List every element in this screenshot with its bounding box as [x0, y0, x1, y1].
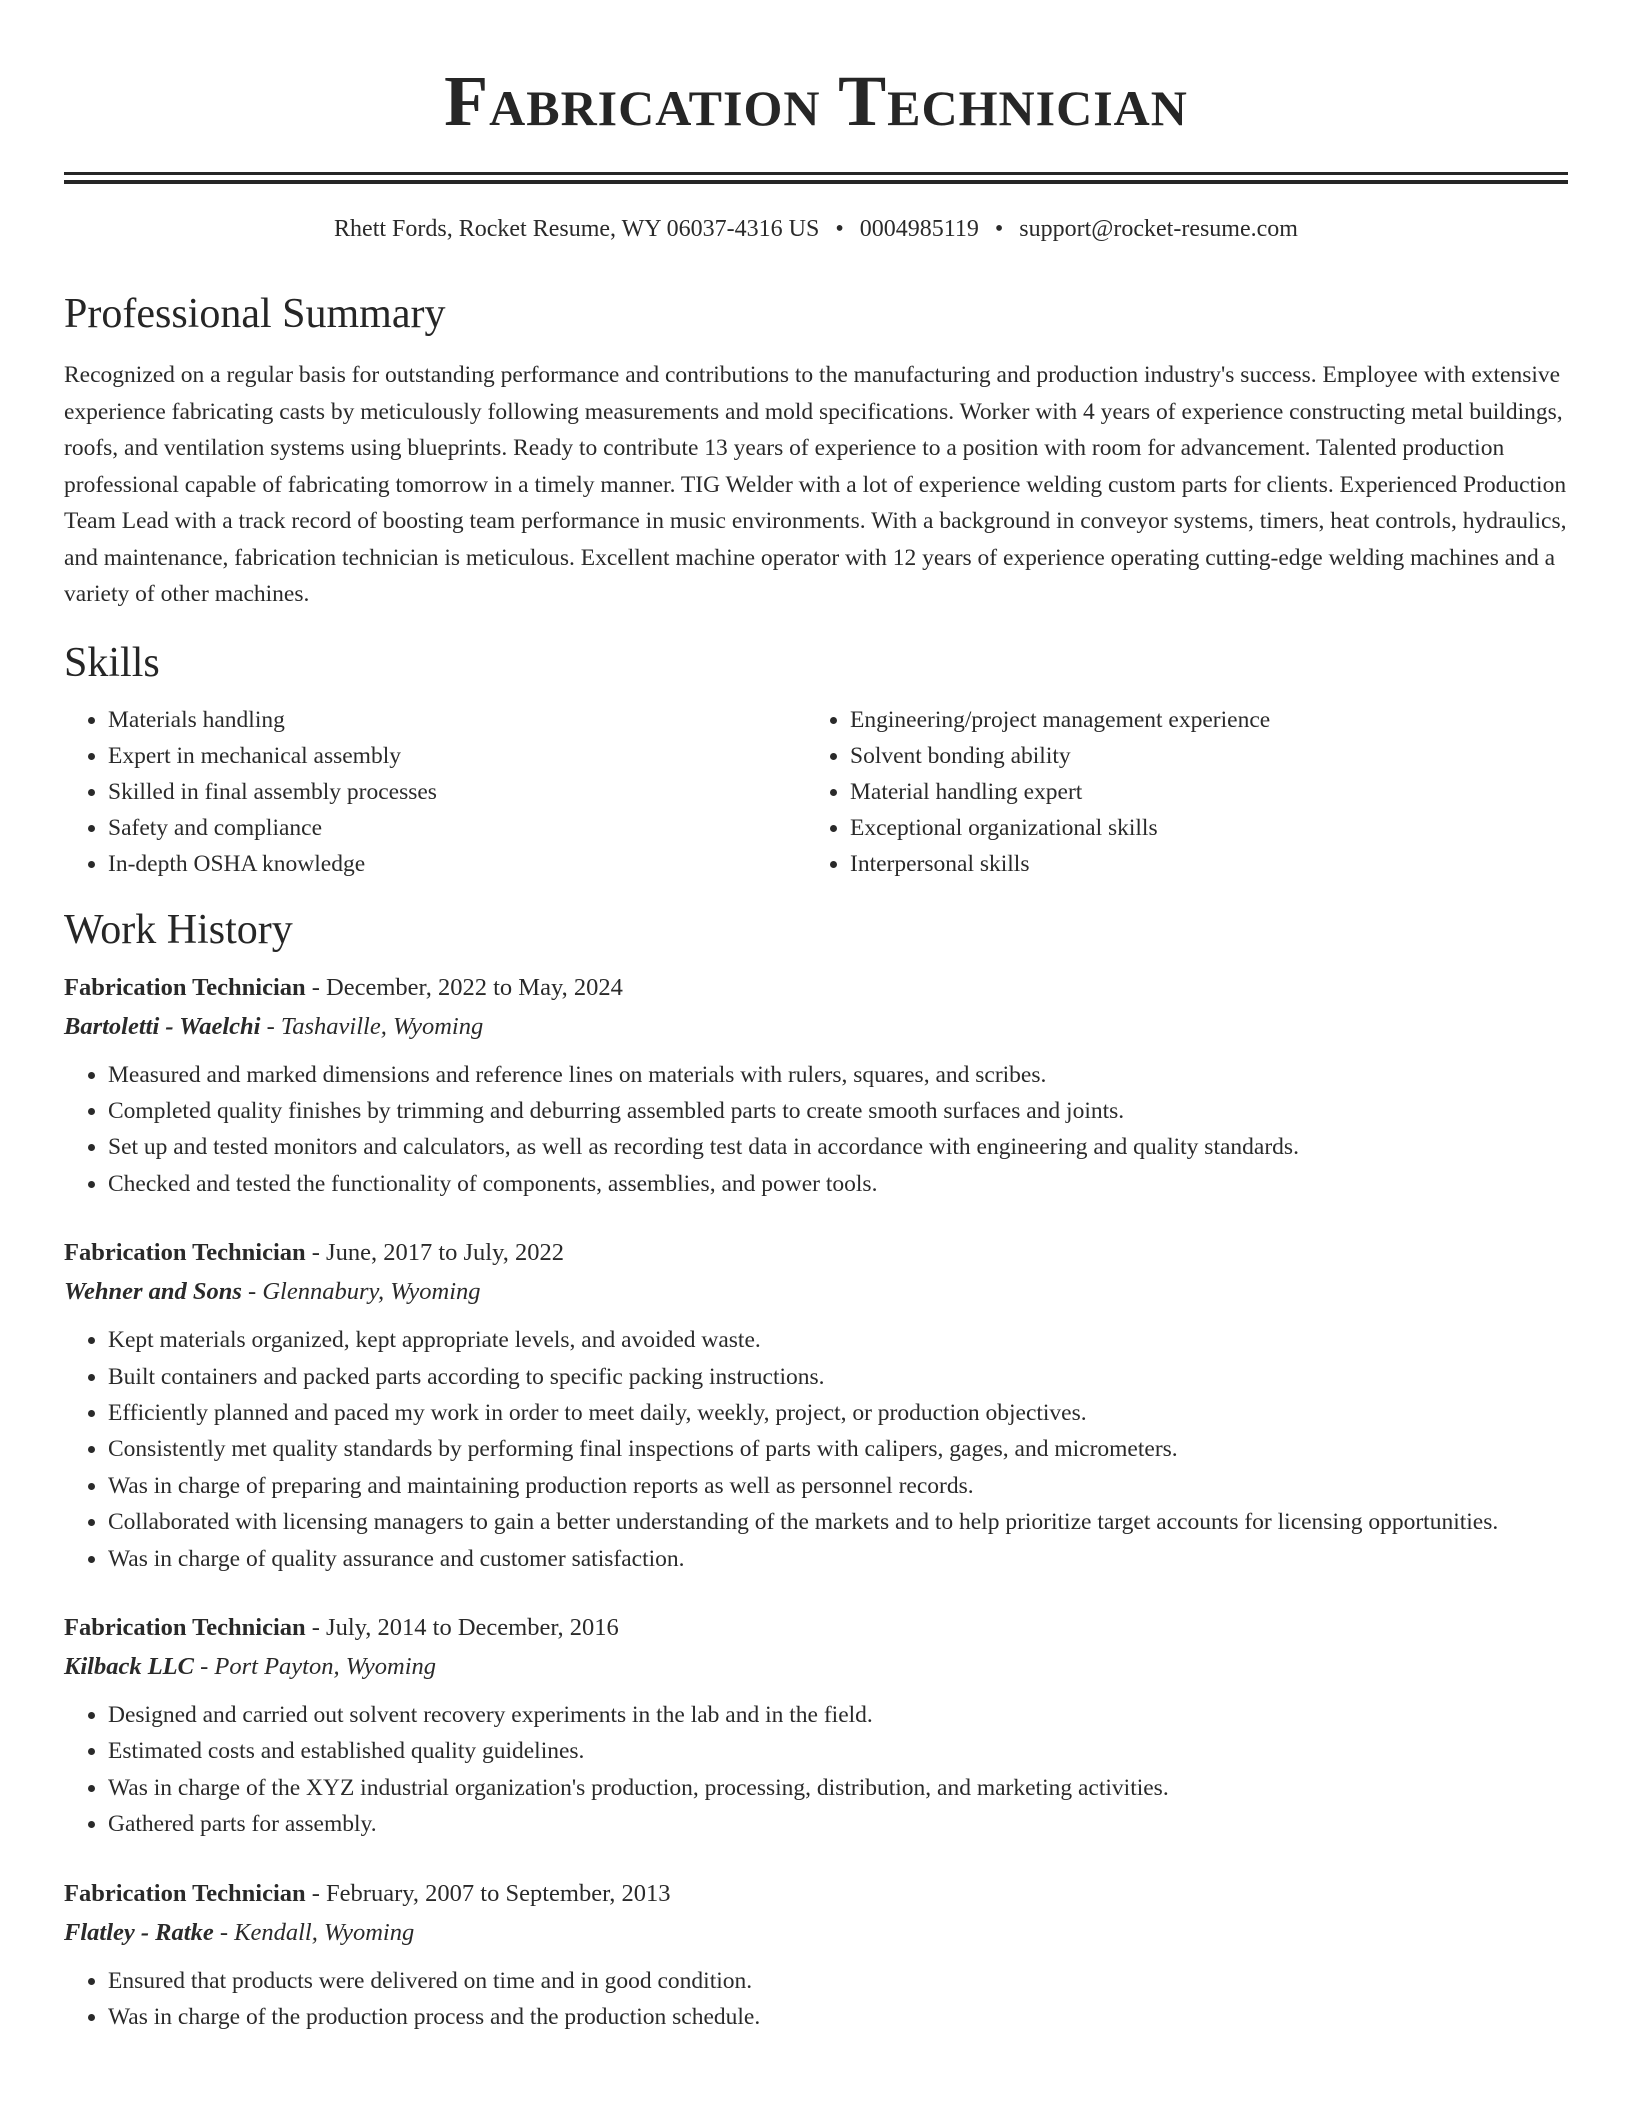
job-bullets: [64, 1963, 1568, 2036]
job-dates: - February, 2007 to September, 2013: [305, 1879, 671, 1907]
job-role: Fabrication Technician: [64, 973, 306, 1001]
skill-item: • Exceptional organizational skills: [850, 810, 1548, 846]
job-bullet: • Collaborated with licensing managers to gain a better understanding of the markets and to help prioritize target accounts for licensing opportunities.: [108, 1504, 1568, 1540]
job-location: - Tashaville, Wyoming: [260, 1012, 484, 1040]
skill-item: • In-depth OSHA knowledge: [108, 846, 806, 882]
job-bullet: • Designed and carried out solvent recovery experiments in the lab and in the field.: [108, 1697, 1568, 1733]
skill-item: • Skilled in final assembly processes: [108, 774, 806, 810]
job-company-line: [64, 1913, 1568, 1953]
resume-page: [64, 0, 1568, 2035]
job-entry: [64, 969, 1568, 1203]
job-bullet: • Was in charge of the XYZ industrial organization's production, processing, distribution, and marketing activities.: [108, 1770, 1568, 1806]
job-entry: [64, 1875, 1568, 2036]
skill-item: • Material handling expert: [850, 774, 1548, 810]
skills-columns: [64, 702, 1568, 882]
contact-phone: 0004985119: [859, 216, 979, 242]
skill-item: • Materials handling: [108, 702, 806, 738]
skill-item: • Engineering/project management experience: [850, 702, 1548, 738]
job-bullets: [64, 1322, 1568, 1577]
job-location: - Port Payton, Wyoming: [193, 1652, 437, 1680]
summary-heading: Professional Summary: [64, 291, 446, 337]
job-company-line: [64, 1272, 1568, 1312]
job-entry: [64, 1609, 1568, 1843]
job-bullet: • Consistently met quality standards by performing final inspections of parts with calipers, gages, and micrometers.: [108, 1431, 1568, 1467]
skill-item: • Expert in mechanical assembly: [108, 738, 806, 774]
job-bullet: • Completed quality finishes by trimming and deburring assembled parts to create smooth surfaces and joints.: [108, 1093, 1568, 1129]
skill-item: • Safety and compliance: [108, 810, 806, 846]
job-bullet: • Built containers and packed parts according to specific packing instructions.: [108, 1359, 1568, 1395]
job-bullet: • Ensured that products were delivered on time and in good condition.: [108, 1963, 1568, 1999]
job-role: Fabrication Technician: [64, 1613, 306, 1641]
header-divider-bottom: [64, 180, 1568, 184]
job-company: Flatley - Ratke: [64, 1918, 214, 1946]
job-dates: - December, 2022 to May, 2024: [305, 973, 623, 1001]
job-bullet: • Measured and marked dimensions and reference lines on materials with rulers, squares, and scribes.: [108, 1057, 1568, 1093]
job-bullets: [64, 1057, 1568, 1203]
contact-address: Rhett Fords, Rocket Resume, WY 06037-4316 US: [334, 216, 820, 242]
contact-separator: •: [835, 216, 844, 242]
job-role: Fabrication Technician: [64, 1239, 306, 1267]
contact-separator: •: [994, 216, 1004, 242]
job-bullet: • Was in charge of quality assurance and customer satisfaction.: [108, 1541, 1568, 1577]
job-bullets: [64, 1697, 1568, 1843]
job-title-line: [64, 1609, 1568, 1647]
contact-line: [64, 214, 1568, 244]
job-bullet: • Set up and tested monitors and calculators, as well as recording test data in accordance with engineering and quality standards.: [108, 1129, 1568, 1165]
job-bullet: • Estimated costs and established quality guidelines.: [108, 1733, 1568, 1769]
job-company-line: [64, 1007, 1568, 1047]
contact-email: support@rocket-resume.com: [1019, 216, 1298, 242]
job-dates: - July, 2014 to December, 2016: [305, 1613, 619, 1641]
job-company-line: [64, 1647, 1568, 1687]
job-bullet: • Was in charge of preparing and maintaining production reports as well as personnel records.: [108, 1468, 1568, 1504]
job-company: Wehner and Sons: [64, 1278, 242, 1306]
job-location: - Glennabury, Wyoming: [241, 1278, 481, 1306]
skills-list-left: [64, 702, 806, 882]
summary-text: Recognized on a regular basis for outstanding performance and contributions to the manufacturing and production industry's success. Employee with extensive experience fabricating casts by meticulously following measurements and mold specifications. Worker with 4 years of experience constructing metal buildings, roofs, and ventilation systems using blueprints. Ready to contribute 13 years of experience to a position with room for advancement. Talented production professional capable of fabricating tomorrow in a timely manner. TIG Welder with a lot of experience welding custom parts for clients. Experienced Production Team Lead with a track record of boosting team performance in music environments. With a background in conveyor systems, timers, heat controls, hydraulics, and maintenance, fabrication technician is meticulous. Excellent machine operator with 12 years of experience operating cutting-edge welding machines and a variety of other machines.: [64, 362, 1567, 607]
job-dates: - June, 2017 to July, 2022: [305, 1239, 565, 1267]
job-bullet: • Checked and tested the functionality of components, assemblies, and power tools.: [108, 1166, 1568, 1202]
job-location: - Kendall, Wyoming: [213, 1918, 415, 1946]
job-bullet: • Was in charge of the production process and the production schedule.: [108, 1999, 1568, 2035]
skills-heading: Skills: [64, 639, 160, 686]
resume-name: Fabrication Technician: [444, 61, 1188, 141]
header-divider-top: [64, 172, 1568, 175]
skill-item: • Solvent bonding ability: [850, 738, 1548, 774]
work-history-heading: Work History: [64, 906, 293, 953]
job-bullet: • Gathered parts for assembly.: [108, 1806, 1568, 1842]
job-bullet: • Kept materials organized, kept appropriate levels, and avoided waste.: [108, 1322, 1568, 1358]
skills-list-right: [806, 702, 1548, 882]
job-company: Kilback LLC: [64, 1652, 194, 1680]
job-entry: [64, 1234, 1568, 1577]
job-title-line: [64, 969, 1568, 1007]
job-title-line: [64, 1234, 1568, 1272]
job-title-line: [64, 1875, 1568, 1913]
job-company: Bartoletti - Waelchi: [64, 1012, 261, 1040]
skill-item: • Interpersonal skills: [850, 846, 1548, 882]
job-role: Fabrication Technician: [64, 1879, 306, 1907]
job-bullet: • Efficiently planned and paced my work in order to meet daily, weekly, project, or production objectives.: [108, 1395, 1568, 1431]
